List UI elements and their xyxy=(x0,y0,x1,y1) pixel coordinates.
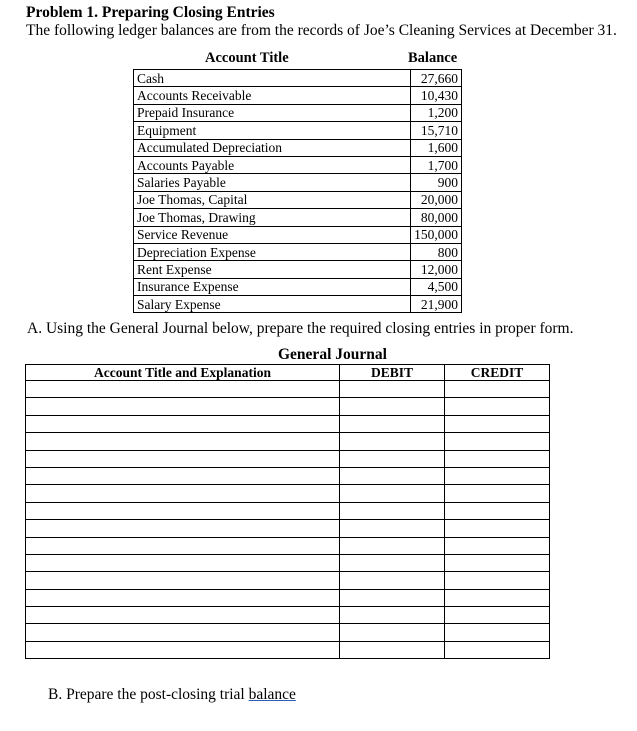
journal-table xyxy=(25,364,550,659)
journal-row xyxy=(26,607,550,624)
journal-header-credit: CREDIT xyxy=(445,365,550,381)
journal-header-debit: DEBIT xyxy=(340,365,445,381)
journal-row xyxy=(26,433,550,450)
ledger-account: Salaries Payable xyxy=(134,174,411,191)
ledger-account: Rent Expense xyxy=(134,261,411,278)
journal-row xyxy=(26,485,550,502)
journal-cell-account[interactable] xyxy=(26,589,340,606)
journal-cell-account[interactable] xyxy=(26,467,340,484)
ledger-balance: 27,660 xyxy=(411,70,462,87)
journal-cell-credit[interactable] xyxy=(445,502,550,519)
ledger-balance: 150,000 xyxy=(411,226,462,243)
journal-cell-account[interactable] xyxy=(26,607,340,624)
journal-title: General Journal xyxy=(278,346,387,363)
ledger-row xyxy=(134,261,462,278)
journal-cell-debit[interactable] xyxy=(340,520,445,537)
journal-cell-debit[interactable] xyxy=(340,467,445,484)
journal-row xyxy=(26,502,550,519)
journal-header-row xyxy=(26,365,550,381)
journal-cell-account[interactable] xyxy=(26,485,340,502)
ledger-balance: 900 xyxy=(411,174,462,191)
ledger-row xyxy=(134,226,462,243)
journal-row xyxy=(26,624,550,641)
ledger-row xyxy=(134,139,462,156)
journal-cell-account[interactable] xyxy=(26,641,340,658)
journal-cell-debit[interactable] xyxy=(340,624,445,641)
part-b-prefix: B. Prepare the post-closing trial xyxy=(48,686,249,703)
ledger-account: Insurance Expense xyxy=(134,278,411,295)
journal-row xyxy=(26,398,550,415)
ledger-balance: 4,500 xyxy=(411,278,462,295)
ledger-row xyxy=(134,104,462,121)
journal-cell-credit[interactable] xyxy=(445,641,550,658)
journal-cell-credit[interactable] xyxy=(445,485,550,502)
ledger-account: Joe Thomas, Capital xyxy=(134,191,411,208)
journal-cell-credit[interactable] xyxy=(445,537,550,554)
ledger-account: Salary Expense xyxy=(134,296,411,313)
ledger-account: Service Revenue xyxy=(134,226,411,243)
journal-cell-debit[interactable] xyxy=(340,537,445,554)
journal-cell-credit[interactable] xyxy=(445,520,550,537)
journal-row xyxy=(26,641,550,658)
journal-cell-account[interactable] xyxy=(26,398,340,415)
ledger-account: Accounts Payable xyxy=(134,156,411,173)
journal-row xyxy=(26,589,550,606)
journal-cell-account[interactable] xyxy=(26,624,340,641)
journal-cell-account[interactable] xyxy=(26,554,340,571)
ledger-balance: 20,000 xyxy=(411,191,462,208)
ledger-balance: 12,000 xyxy=(411,261,462,278)
ledger-row xyxy=(134,243,462,260)
journal-cell-credit[interactable] xyxy=(445,554,550,571)
journal-row xyxy=(26,415,550,432)
ledger-header-balance: Balance xyxy=(408,50,458,66)
ledger-row xyxy=(134,70,462,87)
ledger-balance: 21,900 xyxy=(411,296,462,313)
ledger-balance: 1,600 xyxy=(411,139,462,156)
journal-cell-debit[interactable] xyxy=(340,415,445,432)
journal-cell-debit[interactable] xyxy=(340,607,445,624)
journal-row xyxy=(26,450,550,467)
journal-cell-account[interactable] xyxy=(26,537,340,554)
journal-cell-account[interactable] xyxy=(26,520,340,537)
ledger-account: Cash xyxy=(134,70,411,87)
journal-cell-credit[interactable] xyxy=(445,450,550,467)
journal-header-account: Account Title and Explanation xyxy=(26,365,340,381)
journal-cell-credit[interactable] xyxy=(445,467,550,484)
problem-title: Problem 1. Preparing Closing Entries xyxy=(26,4,275,21)
ledger-account: Prepaid Insurance xyxy=(134,104,411,121)
ledger-account: Accounts Receivable xyxy=(134,87,411,104)
ledger-balance: 1,200 xyxy=(411,104,462,121)
journal-row xyxy=(26,572,550,589)
ledger-row xyxy=(134,87,462,104)
journal-row xyxy=(26,381,550,398)
journal-cell-account[interactable] xyxy=(26,572,340,589)
journal-cell-debit[interactable] xyxy=(340,502,445,519)
part-b-instruction xyxy=(48,686,296,704)
journal-cell-credit[interactable] xyxy=(445,433,550,450)
journal-cell-debit[interactable] xyxy=(340,381,445,398)
ledger-account: Accumulated Depreciation xyxy=(134,139,411,156)
journal-cell-account[interactable] xyxy=(26,415,340,432)
ledger-balance: 10,430 xyxy=(411,87,462,104)
journal-cell-debit[interactable] xyxy=(340,589,445,606)
journal-cell-account[interactable] xyxy=(26,502,340,519)
journal-row xyxy=(26,467,550,484)
journal-cell-debit[interactable] xyxy=(340,572,445,589)
ledger-balance: 15,710 xyxy=(411,122,462,139)
journal-cell-debit[interactable] xyxy=(340,398,445,415)
journal-cell-credit[interactable] xyxy=(445,415,550,432)
ledger-balance: 800 xyxy=(411,243,462,260)
ledger-row xyxy=(134,156,462,173)
journal-cell-debit[interactable] xyxy=(340,485,445,502)
journal-cell-account[interactable] xyxy=(26,433,340,450)
ledger-account: Equipment xyxy=(134,122,411,139)
journal-cell-credit[interactable] xyxy=(445,607,550,624)
journal-cell-debit[interactable] xyxy=(340,641,445,658)
ledger-account: Joe Thomas, Drawing xyxy=(134,209,411,226)
journal-row xyxy=(26,554,550,571)
intro-text: The following ledger balances are from the records of Joe’s Cleaning Services at December 31. xyxy=(26,22,617,39)
ledger-balance: 1,700 xyxy=(411,156,462,173)
part-a-instruction: A. Using the General Journal below, prepare the required closing entries in proper form. xyxy=(27,320,574,337)
ledger-row xyxy=(134,191,462,208)
journal-row xyxy=(26,520,550,537)
ledger-row xyxy=(134,296,462,313)
part-b-underlined: balance xyxy=(248,686,296,703)
ledger-table xyxy=(133,69,462,313)
journal-cell-credit[interactable] xyxy=(445,398,550,415)
ledger-row xyxy=(134,278,462,295)
journal-row xyxy=(26,537,550,554)
journal-cell-credit[interactable] xyxy=(445,572,550,589)
ledger-header-account: Account Title xyxy=(205,50,289,66)
journal-cell-credit[interactable] xyxy=(445,624,550,641)
journal-cell-debit[interactable] xyxy=(340,433,445,450)
ledger-account: Depreciation Expense xyxy=(134,243,411,260)
journal-cell-credit[interactable] xyxy=(445,381,550,398)
journal-cell-account[interactable] xyxy=(26,450,340,467)
journal-cell-debit[interactable] xyxy=(340,450,445,467)
ledger-row xyxy=(134,122,462,139)
journal-cell-account[interactable] xyxy=(26,381,340,398)
ledger-row xyxy=(134,209,462,226)
journal-cell-credit[interactable] xyxy=(445,589,550,606)
ledger-row xyxy=(134,174,462,191)
ledger-balance: 80,000 xyxy=(411,209,462,226)
journal-cell-debit[interactable] xyxy=(340,554,445,571)
